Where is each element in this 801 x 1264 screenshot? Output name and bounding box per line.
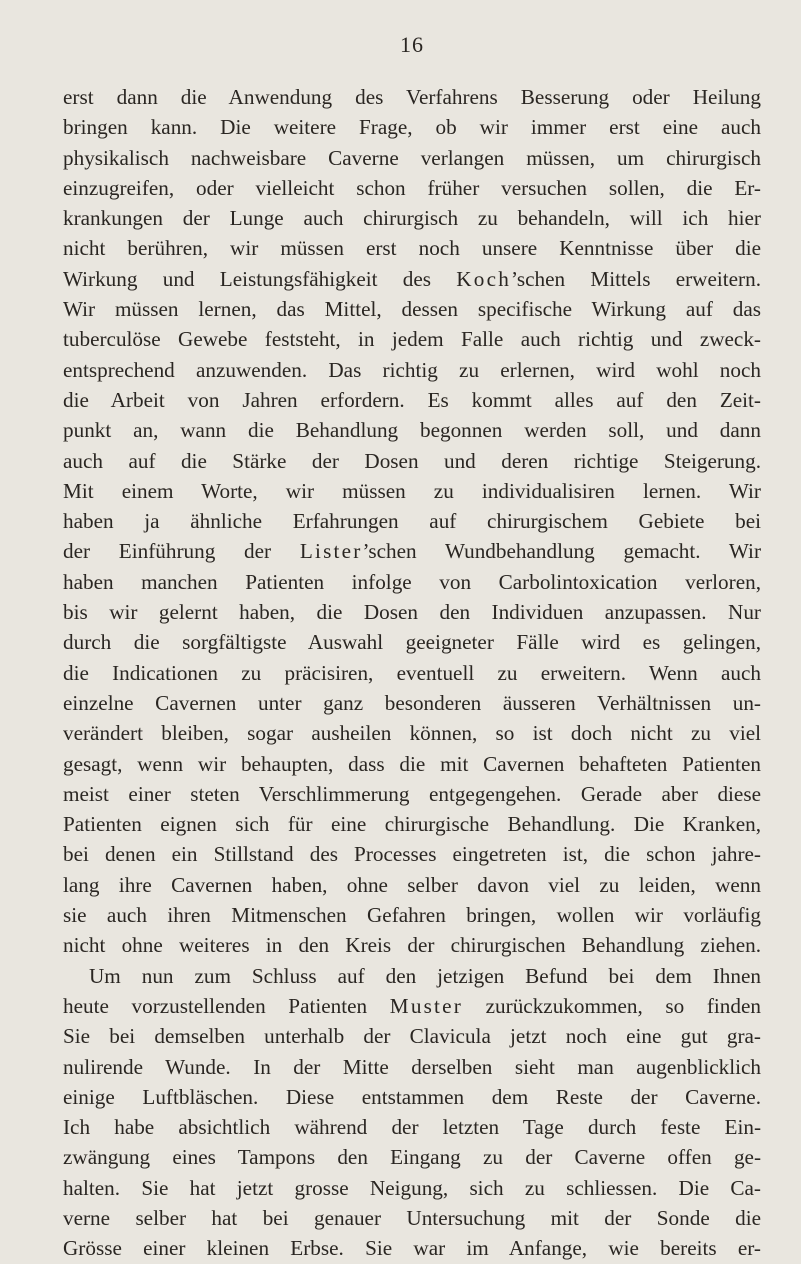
text-line: lang ihre Cavernen haben, ohne selber davon viel zu leiden, wenn bbox=[63, 872, 761, 897]
text-line: krankungen der Lunge auch chirurgisch zu behandeln, will ich hier bbox=[63, 206, 761, 231]
text-line bbox=[63, 264, 761, 294]
text-line: durch die sorgfältigste Auswahl geeigneter Fälle wird es gelingen, bbox=[63, 630, 761, 655]
text-line: entsprechend anzuwenden. Das richtig zu erlernen, wird wohl noch bbox=[63, 357, 761, 382]
text-line: Um nun zum Schluss auf den jetzigen Befund bei dem Ihnen bbox=[89, 963, 761, 988]
text-line: meist einer steten Verschlimmerung entgegengehen. Gerade aber diese bbox=[63, 781, 761, 806]
text-line: verändert bleiben, sogar ausheilen können, so ist doch nicht zu viel bbox=[63, 721, 761, 746]
text-line: halten. Sie hat jetzt grosse Neigung, sich zu schliessen. Die Ca- bbox=[63, 1175, 761, 1200]
body-text bbox=[63, 82, 761, 1264]
line-text-after: zurückzukommen, so finden bbox=[463, 993, 761, 1018]
text-line: die Indicationen zu präcisiren, eventuell zu erweitern. Wenn auch bbox=[63, 660, 761, 685]
text-line: gesagt, wenn wir behaupten, dass die mit Cavernen behafteten Patienten bbox=[63, 751, 761, 776]
text-line: Sie bei demselben unterhalb der Clavicula jetzt noch eine gut gra- bbox=[63, 1024, 761, 1049]
text-line: physikalisch nachweisbare Caverne verlangen müssen, um chirurgisch bbox=[63, 145, 761, 170]
text-line: einzugreifen, oder vielleicht schon früher versuchen sollen, die Er- bbox=[63, 175, 761, 200]
line-text-after: ’schen Wundbehandlung gemacht. Wir bbox=[362, 539, 761, 564]
text-line bbox=[63, 991, 761, 1021]
text-line: Grösse einer kleinen Erbse. Sie war im Anfange, wie bereits er- bbox=[63, 1236, 761, 1261]
text-line: bis wir gelernt haben, die Dosen den Individuen anzupassen. Nur bbox=[63, 600, 761, 625]
line-text-before: Wirkung und Leistungsfähigkeit des bbox=[63, 266, 457, 291]
text-line: die Arbeit von Jahren erfordern. Es kommt alles auf den Zeit- bbox=[63, 387, 761, 412]
text-line: zwängung eines Tampons den Eingang zu der Caverne offen ge- bbox=[63, 1145, 761, 1170]
text-line: tuberculöse Gewebe feststeht, in jedem Falle auch richtig und zweck- bbox=[63, 327, 761, 352]
text-line: Mit einem Worte, wir müssen zu individualisiren lernen. Wir bbox=[63, 478, 761, 503]
text-line: Patienten eignen sich für eine chirurgische Behandlung. Die Kranken, bbox=[63, 812, 761, 837]
spaced-name: Lister bbox=[299, 539, 363, 564]
spaced-name: Koch bbox=[456, 266, 511, 291]
text-line: haben ja ähnliche Erfahrungen auf chirurgischem Gebiete bei bbox=[63, 509, 761, 534]
spaced-name: Muster bbox=[389, 993, 464, 1018]
text-line: einzelne Cavernen unter ganz besonderen äusseren Verhältnissen un- bbox=[63, 690, 761, 715]
text-line: auch auf die Stärke der Dosen und deren richtige Steigerung. bbox=[63, 448, 761, 473]
text-line bbox=[63, 536, 761, 566]
text-line: Wir müssen lernen, das Mittel, dessen specifische Wirkung auf das bbox=[63, 297, 761, 322]
line-text-before: der Einführung der bbox=[63, 539, 300, 564]
text-line: haben manchen Patienten infolge von Carbolintoxication verloren, bbox=[63, 569, 761, 594]
text-line: sie auch ihren Mitmenschen Gefahren bringen, wollen wir vorläufig bbox=[63, 903, 761, 928]
text-line: einige Luftbläschen. Diese entstammen dem Reste der Caverne. bbox=[63, 1084, 761, 1109]
text-line: bei denen ein Stillstand des Processes eingetreten ist, die schon jahre- bbox=[63, 842, 761, 867]
text-line: nicht berühren, wir müssen erst noch unsere Kenntnisse über die bbox=[63, 236, 761, 261]
line-text-before: heute vorzustellenden Patienten bbox=[63, 993, 390, 1018]
text-line: nulirende Wunde. In der Mitte derselben sieht man augenblicklich bbox=[63, 1054, 761, 1079]
page-number: 16 bbox=[400, 32, 424, 57]
text-line: Ich habe absichtlich während der letzten Tage durch feste Ein- bbox=[63, 1115, 761, 1140]
text-line: erst dann die Anwendung des Verfahrens Besserung oder Heilung bbox=[63, 85, 761, 109]
line-text-after: ’schen Mittels erweitern. bbox=[511, 266, 761, 291]
text-line: punkt an, wann die Behandlung begonnen werden soll, und dann bbox=[63, 418, 761, 443]
text-line: bringen kann. Die weitere Frage, ob wir immer erst eine auch bbox=[63, 115, 761, 140]
text-line: nicht ohne weiteres in den Kreis der chirurgischen Behandlung ziehen. bbox=[63, 933, 761, 958]
text-line: verne selber hat bei genauer Untersuchung mit der Sonde die bbox=[63, 1205, 761, 1230]
